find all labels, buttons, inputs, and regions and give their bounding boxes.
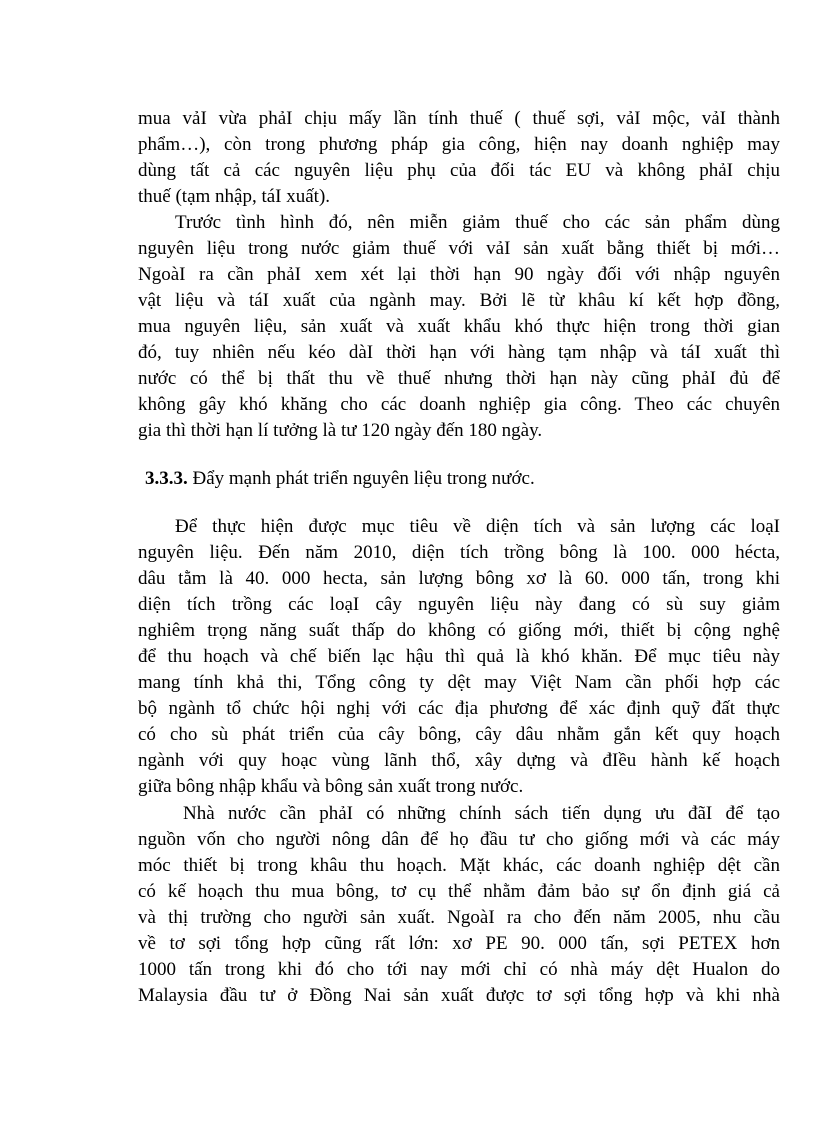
p3-line-8: bộ ngành tổ chức hội nghị với các địa phương để xác định quỹ đất thực [138, 698, 780, 719]
p2-line-8: không gây khó khăng cho các doanh nghiệp gia công. Theo các chuyên [138, 394, 780, 415]
p1-line-4: thuế (tạm nhập, táI xuất). [138, 186, 331, 207]
p2-line-1: Trước tình hình đó, nên miễn giảm thuế cho các sản phẩm dùng [175, 212, 780, 233]
p4-line-6: về tơ sợi tổng hợp cũng rất lớn: xơ PE 90. 000 tấn, sợi PETEX hơn [138, 933, 780, 954]
p4-line-4: có kế hoạch thu mua bông, tơ cụ thể nhằm đảm bảo sự ổn định giá cả [138, 881, 780, 902]
p3-line-5: nghiêm trọng năng suất thấp do không có giống mới, thiết bị cộng nghệ [138, 620, 780, 641]
p2-line-2: nguyên liệu trong nước giảm thuế với vảI sản xuất bằng thiết bị mới… [138, 238, 780, 259]
p2-line-7: nước có thể bị thất thu về thuế nhưng thời hạn này cũng phảI đủ để [138, 368, 780, 389]
p4-line-8: Malaysia đầu tư ở Đồng Nai sản xuất được tơ sợi tổng hợp và khi nhà [138, 985, 780, 1006]
p3-line-6: để thu hoạch và chế biến lạc hậu thì quả là khó khăn. Để mục tiêu này [138, 646, 780, 667]
p3-line-7: mang tính khả thi, Tổng công ty dệt may Việt Nam cần phối hợp các [138, 672, 780, 693]
section-number: 3.3.3. [145, 468, 188, 489]
p4-line-7: 1000 tấn trong khi đó cho tới nay mới chỉ có nhà máy dệt Hualon do [138, 959, 780, 980]
p1-line-2: phẩm…), còn trong phương pháp gia công, hiện nay doanh nghiệp may [138, 134, 780, 155]
p2-line-6: đó, tuy nhiên nếu kéo dàI thời hạn với hàng tạm nhập và táI xuất thì [138, 342, 780, 363]
p4-line-3: móc thiết bị trong khâu thu hoạch. Mặt khác, các doanh nghiệp dệt cần [138, 855, 780, 876]
p2-line-4: vật liệu và táI xuất của ngành may. Bởi lẽ từ khâu kí kết hợp đồng, [138, 290, 780, 311]
p1-line-1: mua vảI vừa phảI chịu mấy lần tính thuế ( thuế sợi, vảI mộc, vảI thành [138, 108, 780, 129]
p3-line-4: diện tích trồng các loạI cây nguyên liệu này đang có sù suy giảm [138, 594, 780, 615]
p2-line-3: NgoàI ra cần phảI xem xét lại thời hạn 90 ngày đối với nhập nguyên [138, 264, 780, 285]
p3-line-9: có cho sù phát triển của cây bông, cây dâu nhằm gắn kết quy hoạch [138, 724, 780, 745]
p4-line-2: nguồn vốn cho người nông dân để họ đầu tư cho giống mới và các máy [138, 829, 780, 850]
p2-line-5: mua nguyên liệu, sản xuất và xuất khẩu khó thực hiện trong thời gian [138, 316, 780, 337]
p3-line-3: dâu tằm là 40. 000 hecta, sản lượng bông xơ là 60. 000 tấn, trong khi [138, 568, 780, 589]
p3-line-2: nguyên liệu. Đến năm 2010, diện tích trồng bông là 100. 000 hécta, [138, 542, 780, 563]
section-heading [145, 465, 535, 493]
p1-line-3: dùng tất cả các nguyên liệu phụ của đối tác EU và không phảI chịu [138, 160, 780, 181]
p2-line-9: gia thì thời hạn lí tưởng là tư 120 ngày đến 180 ngày. [138, 420, 543, 441]
p3-line-1: Để thực hiện được mục tiêu về diện tích và sản lượng các loạI [175, 516, 780, 537]
p3-line-11: giữa bông nhập khẩu và bông sản xuất trong nước. [138, 776, 524, 797]
p3-line-10: ngành với quy hoạc vùng lãnh thổ, xây dựng và đIều hành kế hoạch [138, 750, 780, 771]
p4-line-1: Nhà nước cần phảI có những chính sách tiến dụng ưu đãI để tạo [183, 803, 780, 824]
p4-line-5: và thị trường cho người sản xuất. NgoàI ra cho đến năm 2005, nhu cầu [138, 907, 780, 928]
section-title: Đẩy mạnh phát triển nguyên liệu trong nước. [187, 468, 535, 489]
